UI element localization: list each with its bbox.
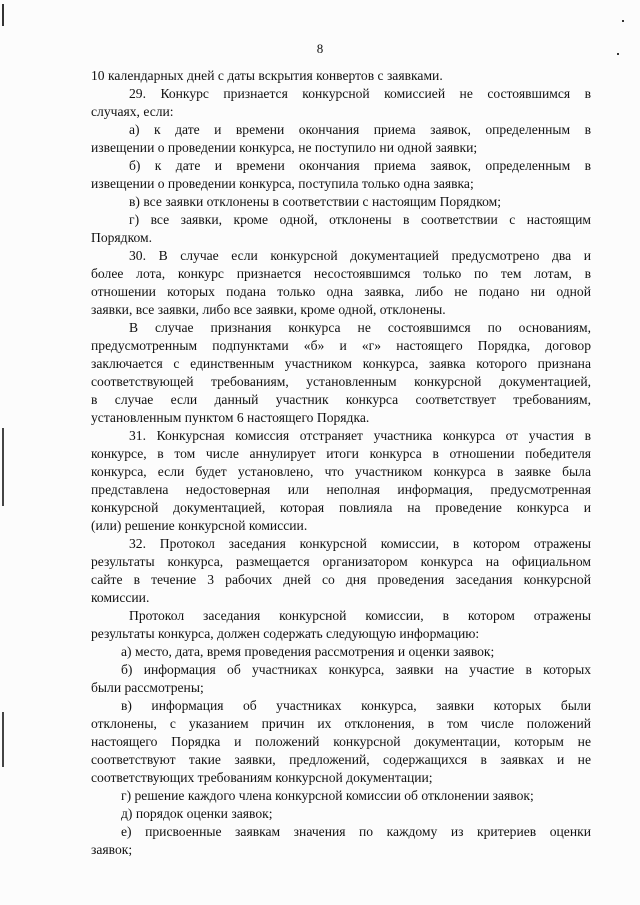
text-line: 32. Протокол заседания конкурсной комиссии, в котором отражены	[129, 536, 591, 551]
text-line: г) решение каждого члена конкурсной комиссии об отклонении заявок;	[121, 788, 534, 803]
text-line: установленным пунктом 6 настоящего Порядка.	[91, 410, 370, 425]
text-line: заявки, все заявки, либо все заявки, кроме одной, отклонены.	[91, 302, 446, 317]
text-line: 30. В случае если конкурсной документацией предусмотрено два и	[129, 248, 591, 263]
text-line: настоящего Порядка и положений конкурсной документации, которым не	[91, 734, 591, 749]
text-line: более лота, конкурс признается несостоявшимся только по тем лотам, в	[91, 266, 591, 281]
text-line: а) к дате и времени окончания приема заявок, определенным в	[129, 122, 591, 137]
text-line: соответствуют такие заявки, предложений, содержащихся в заявках и не	[91, 752, 591, 767]
text-line: результаты конкурса, размещается организатором конкурса на официальном	[91, 554, 591, 569]
text-line: конкурсе, в том числе аннулирует итоги конкурса в отношении победителя	[91, 446, 591, 461]
text-line: заявок;	[91, 842, 133, 857]
text-line: 31. Конкурсная комиссия отстраняет участника конкурса от участия в	[129, 428, 591, 443]
text-line: в) все заявки отклонены в соответствии с настоящим Порядком;	[129, 194, 502, 209]
text-line: (или) решение конкурсной комиссии.	[91, 518, 308, 533]
text-line: б) к дате и времени окончания приема заявок, определенным в	[129, 158, 591, 173]
scan-mark	[622, 20, 624, 22]
text-line: сайте в течение 3 рабочих дней со дня проведения заседания конкурсной	[91, 572, 591, 587]
text-line: заключается с единственным участником конкурса, заявка которого признана	[91, 356, 591, 371]
text-line: соответствующей требованиям, установленным конкурсной документацией,	[91, 374, 591, 389]
text-line: случаях, если:	[91, 104, 174, 119]
text-line: результаты конкурса, должен содержать следующую информацию:	[91, 626, 480, 641]
text-line: б) информация об участниках конкурса, заявки на участие в которых	[121, 662, 591, 677]
text-line: Протокол заседания конкурсной комиссии, в котором отражены	[129, 608, 591, 623]
text-line: соответствующих требованиям конкурсной документации;	[91, 770, 433, 785]
document-body	[91, 67, 591, 859]
text-line: представлена недостоверная или неполная информация, предусмотренная	[91, 482, 591, 497]
text-line: извещении о проведении конкурса, поступила только одна заявка;	[91, 176, 474, 191]
scan-mark	[2, 4, 4, 26]
text-line: 10 календарных дней с даты вскрытия конвертов с заявками.	[91, 68, 443, 83]
text-line: г) все заявки, кроме одной, отклонены в соответствии с настоящим	[129, 212, 591, 227]
text-line: В случае признания конкурса не состоявшимся по основаниям,	[129, 320, 591, 335]
text-line: в случае если данный участник конкурса соответствует требованиям,	[91, 392, 591, 407]
text-line: конкурса, если будет установлено, что участником конкурса в заявке была	[91, 464, 591, 479]
scan-mark	[2, 712, 4, 767]
text-line: предусмотренным подпунктами «б» и «г» настоящего Порядка, договор	[91, 338, 591, 353]
text-line: конкурсной документацией, которая повлияла на проведение конкурса и	[91, 500, 591, 515]
scan-mark	[617, 53, 619, 55]
text-line: е) присвоенные заявкам значения по каждому из критериев оценки	[121, 824, 591, 839]
text-line: отклонены, с указанием причин их отклонения, в том числе положений	[91, 716, 591, 731]
text-line: а) место, дата, время проведения рассмотрения и оценки заявок;	[121, 644, 495, 659]
text-line: отношении которых подана только одна заявка, либо не подано ни одной	[91, 284, 591, 299]
scan-mark	[2, 428, 4, 506]
text-line: д) порядок оценки заявок;	[121, 806, 273, 821]
text-line: 29. Конкурс признается конкурсной комиссией не состоявшимся в	[129, 86, 591, 101]
text-line: комиссии.	[91, 590, 150, 605]
text-line: Порядком.	[91, 230, 153, 245]
text-line: были рассмотрены;	[91, 680, 204, 695]
text-line: извещении о проведении конкурса, не поступило ни одной заявки;	[91, 140, 478, 155]
page-number: 8	[316, 41, 324, 56]
text-line: в) информация об участниках конкурса, заявки которых были	[121, 698, 591, 713]
